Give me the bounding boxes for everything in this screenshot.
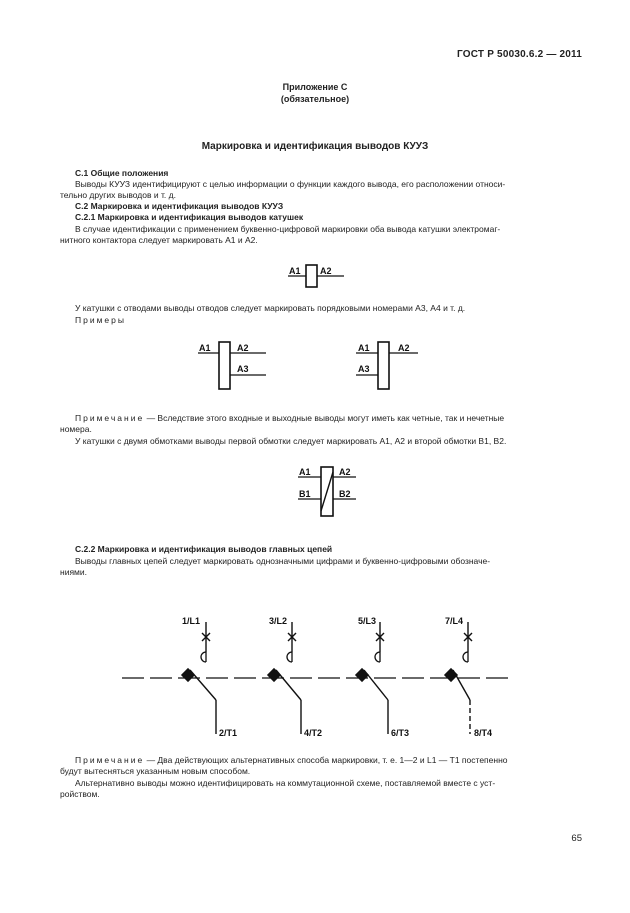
appendix-title: Приложение С xyxy=(282,82,348,92)
alt-text-line2: ройством. xyxy=(60,789,100,799)
pole-2 xyxy=(267,616,322,738)
coil-label-a1: A1 xyxy=(289,266,301,276)
coil-label-a2: A2 xyxy=(320,266,332,276)
c22-text-line1: Выводы главных цепей следует маркировать однозначными цифрами и буквенно-цифровыми обозначе- xyxy=(75,556,491,566)
c2-heading: С.2 Маркировка и идентификация выводов КУУЗ xyxy=(75,201,284,211)
note1-line1 xyxy=(75,413,583,424)
note1-label: Примечание xyxy=(75,413,145,423)
tapped2-label-a2: A2 xyxy=(398,343,410,353)
pole3-top-label: 5/L3 xyxy=(358,616,377,626)
c1-heading: С.1 Общие положения xyxy=(75,168,169,178)
dual-label-a1: A1 xyxy=(299,467,311,477)
page-number: 65 xyxy=(571,833,582,844)
note1-line2: номера. xyxy=(60,424,92,434)
section-title: Маркировка и идентификация выводов КУУЗ xyxy=(201,141,429,152)
coil-figure xyxy=(284,262,348,290)
c22-text-line2: ниями. xyxy=(60,567,87,577)
tapped2-label-a3: A3 xyxy=(358,364,370,374)
note2-line1 xyxy=(75,755,583,766)
main-circuit-figure xyxy=(118,610,518,745)
pole-4 xyxy=(444,616,492,738)
c21-text-line1: В случае идентификации с применением буквенно-цифровой маркировки оба вывода катушки электромаг- xyxy=(75,224,501,234)
tapped2-label-a1: A1 xyxy=(358,343,370,353)
alt-text-line1: Альтернативно выводы можно идентифицировать на коммутационной схеме, поставляемой вместе с уст- xyxy=(75,778,496,788)
c21-heading: С.2.1 Маркировка и идентификация выводов катушек xyxy=(75,212,304,222)
tapped1-label-a3: A3 xyxy=(237,364,249,374)
appendix-status: (обязательное) xyxy=(280,94,350,104)
dual-label-a2: A2 xyxy=(339,467,351,477)
two-windings-text: У катушки с двумя обмотками выводы первой обмотки следует маркировать А1, А2 и второй обмотки В1, В2. xyxy=(75,436,507,446)
examples-label: Примеры xyxy=(75,315,126,325)
dual-label-b2: B2 xyxy=(339,489,351,499)
pole3-bottom-label: 6/T3 xyxy=(391,728,410,738)
note1-text: — Вследствие этого входные и выходные выводы могут иметь как четные, так и нечетные xyxy=(144,413,505,423)
pole4-bottom-label: 8/T4 xyxy=(474,728,493,738)
taps-text: У катушки с отводами выводы отводов следует маркировать порядковыми номерами А3, А4 и т. д. xyxy=(75,303,466,313)
note2-label: Примечание xyxy=(75,755,145,765)
tapped-coil-figure-2 xyxy=(352,339,422,393)
pole-3 xyxy=(355,616,409,738)
pole1-bottom-label: 2/T1 xyxy=(219,728,238,738)
pole1-top-label: 1/L1 xyxy=(182,616,201,626)
tapped1-label-a1: A1 xyxy=(199,343,211,353)
pole2-top-label: 3/L2 xyxy=(269,616,288,626)
standard-header: ГОСТ Р 50030.6.2 — 2011 xyxy=(457,49,582,60)
c1-text-line1: Выводы КУУЗ идентифицируют с целью информации о функции каждого вывода, его расположении относи- xyxy=(75,179,506,189)
tapped1-label-a2: A2 xyxy=(237,343,249,353)
pole2-bottom-label: 4/T2 xyxy=(304,728,323,738)
note2-line2: будут вытесняться указанным новым способом. xyxy=(60,766,251,776)
note2-text: — Два действующих альтернативных способа маркировки, т. е. 1—2 и L1 — Т1 постепенно xyxy=(144,755,508,765)
c1-text-line2: тельно других выводов и т. д. xyxy=(60,190,176,200)
dual-label-b1: B1 xyxy=(299,489,311,499)
tapped-coil-figure-1 xyxy=(194,339,270,393)
c22-heading: С.2.2 Маркировка и идентификация выводов главных цепей xyxy=(75,544,333,554)
pole-1 xyxy=(181,616,237,738)
dual-winding-figure xyxy=(294,464,360,520)
c21-text-line2: нитного контактора следует маркировать А1 и А2. xyxy=(60,235,258,245)
pole4-top-label: 7/L4 xyxy=(445,616,464,626)
